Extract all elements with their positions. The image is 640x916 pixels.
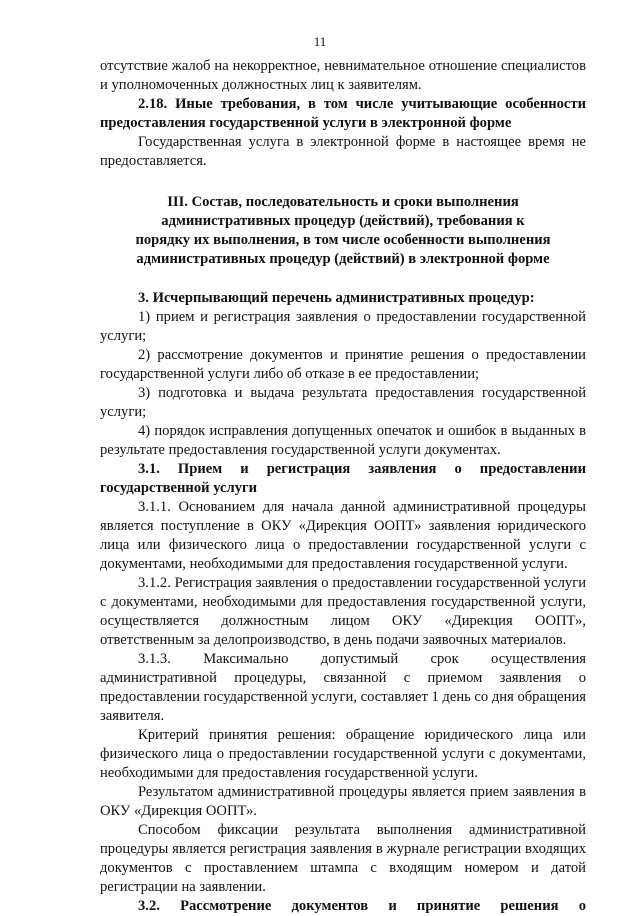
paragraph: отсутствие жалоб на некорректное, невнимательное отношение специалистов и уполномоченных должностных лиц к заявителям. xyxy=(100,58,586,93)
section-heading xyxy=(100,193,586,269)
section-heading-line: порядку их выполнения, в том числе особенности выполнения xyxy=(135,232,551,248)
paragraph: 3) подготовка и выдача результата предоставления государственной услуги; xyxy=(100,385,586,420)
paragraph: Результатом административной процедуры является прием заявления в ОКУ «Дирекция ООПТ». xyxy=(100,784,586,819)
paragraph: Государственная услуга в электронной форме в настоящее время не предоставляется. xyxy=(100,134,586,169)
paragraph: Способом фиксации результата выполнения административной процедуры является регистрация заявления в журнале регистрации входящих документов с проставлением штампа с входящим номером и датой регистрации на заявлении. xyxy=(100,822,586,895)
subsection-heading: 3. Исчерпывающий перечень административных процедур: xyxy=(138,290,535,306)
subsection-heading: 3.2. Рассмотрение документов и принятие решения о xyxy=(138,898,586,914)
section-heading-line: III. Состав, последовательность и сроки выполнения xyxy=(167,194,519,210)
page-number: 11 xyxy=(313,34,327,49)
paragraph: 4) порядок исправления допущенных опечаток и ошибок в выданных в результате предоставления государственной услуги документах. xyxy=(100,423,586,458)
document-body xyxy=(100,57,586,916)
subsection-heading: 3.1. Прием и регистрация заявления о предоставлении государственной услуги xyxy=(100,461,586,496)
section-heading-line: административных процедур (действий) в электронной форме xyxy=(136,251,550,267)
paragraph: 1) прием и регистрация заявления о предоставлении государственной услуги; xyxy=(100,309,586,344)
paragraph: 2) рассмотрение документов и принятие решения о предоставлении государственной услуги либо об отказе в ее предоставлении; xyxy=(100,347,586,382)
subsection-heading: 2.18. Иные требования, в том числе учитывающие особенности предоставления государственной услуги в электронной форме xyxy=(100,96,586,131)
section-heading-line: административных процедур (действий), требования к xyxy=(161,213,525,229)
paragraph: 3.1.2. Регистрация заявления о предоставлении государственной услуги с документами, необходимыми для предоставления государственной услуги, осуществляется должностным лицом ОКУ «Дирекция ООПТ», ответственным за делопроизводство, в день подачи заявочных материалов. xyxy=(100,575,586,648)
paragraph: Критерий принятия решения: обращение юридического лица или физического лица о предоставлении государственной услуги с документами, необходимыми для предоставления государственной услуги. xyxy=(100,727,586,781)
paragraph: 3.1.3. Максимально допустимый срок осуществления административной процедуры, связанной с приемом заявления о предоставлении государственной услуги, составляет 1 день со дня обращения заявителя. xyxy=(100,651,586,724)
paragraph: 3.1.1. Основанием для начала данной административной процедуры является поступление в ОКУ «Дирекция ООПТ» заявления юридического лица или физического лица о предоставлении государственной услуги с документами, необходимыми для предоставления государственной услуги. xyxy=(100,499,586,572)
